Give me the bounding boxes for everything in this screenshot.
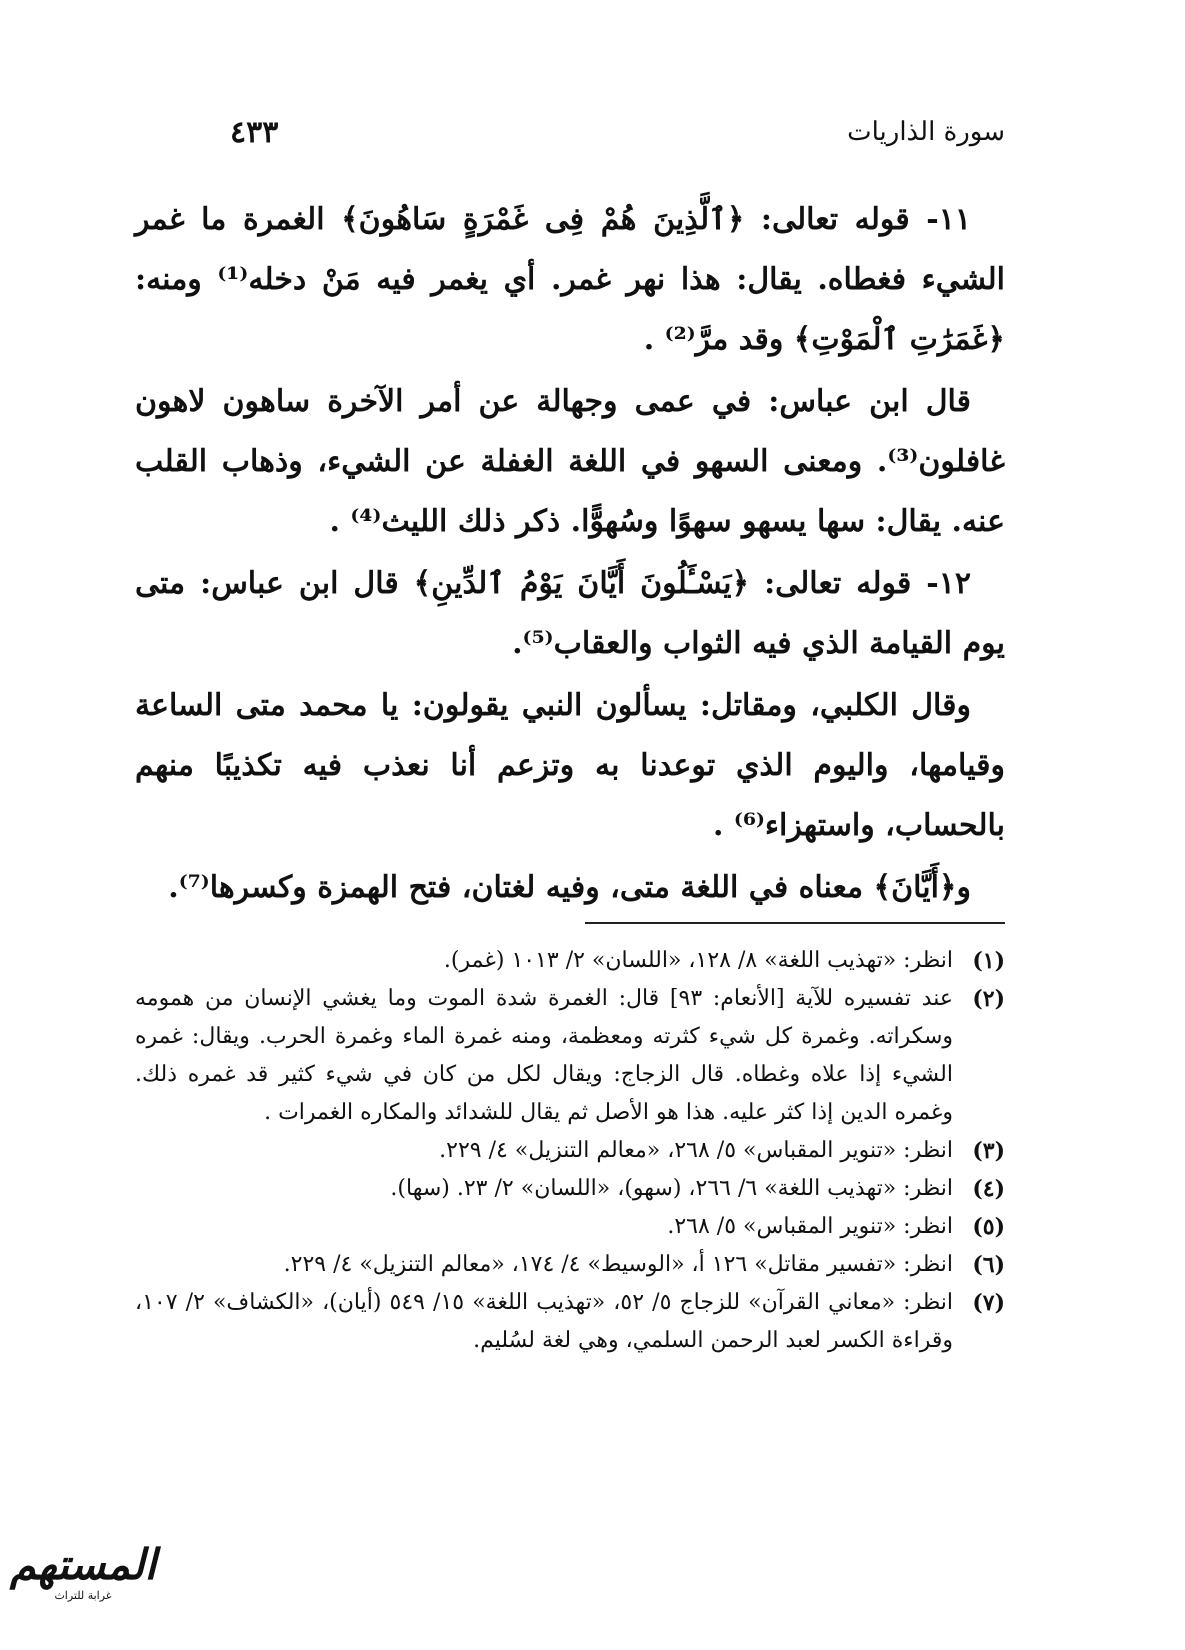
page-header xyxy=(230,112,1005,152)
footnote-text: انظر: «معاني القرآن» للزجاج ٥/ ٥٢، «تهذيب اللغة» ١٥/ ٥٤٩ (أيان)، «الكشاف» ٢/ ١٠٧، وقراءة الكسر لعبد الرحمن السلمي، وهي لغة لسُليم. xyxy=(135,1290,954,1353)
paragraph-ayyana: و﴿أَيَّانَ﴾ معناه في اللغة متى، وفيه لغتان، فتح الهمزة وكسرها⁽⁷⁾. xyxy=(168,870,971,905)
footnote-text: انظر: «تفسير مقاتل» ١٢٦ أ، «الوسيط» ٤/ ١٧٤، «معالم التنزيل» ٤/ ٢٢٩. xyxy=(283,1252,953,1277)
footnote-number: (٤) xyxy=(972,1176,1005,1202)
footnote-6 xyxy=(135,1246,1005,1284)
footnote-text: عند تفسيره للآية [الأنعام: ٩٣] قال: الغمرة شدة الموت وما يغشي الإنسان من همومه وسكراته. وغمرة كل شيء كثرته ومعظمة، ومنه غمرة الماء وغمرة الحرب. ويقال: غمره الشيء إذا علاه وغطاه. قال الزجاج: ويقال لكل من كان في شيء كثير قد غمره ذلك. وغمره الدين إذا كثر عليه. هذا هو الأصل ثم يقال للشدائد والمكاره الغمرات . xyxy=(135,986,953,1125)
footnote-number: (١) xyxy=(972,948,1005,974)
paragraph-verse-11: ١١- قوله تعالى: ﴿ٱلَّذِينَ هُمْ فِى غَمْرَةٍ سَاهُونَ﴾ الغمرة ما غمر الشيء فغطاه. يقال: هذا نهر غمر. أي يغمر فيه مَنْ دخله⁽¹⁾ ومنه: ﴿غَمَرَٰتِ ٱلْمَوْتِ﴾ وقد مرَّ⁽²⁾ . xyxy=(135,202,1005,357)
footnote-3 xyxy=(135,1132,1005,1170)
logo-calligraphy: المستهم xyxy=(9,1540,157,1589)
body-text xyxy=(135,190,1005,920)
footnote-text: انظر: «تنوير المقباس» ٥/ ٢٦٨، «معالم التنزيل» ٤/ ٢٢٩. xyxy=(439,1138,953,1163)
paragraph-kalbi: وقال الكلبي، ومقاتل: يسألون النبي يقولون: يا محمد متى الساعة وقيامها، واليوم الذي توعدنا به وتزعم أنا نعذب فيه تكذيبًا منهم بالحساب، واستهزاء⁽⁶⁾ . xyxy=(135,688,1005,843)
footnote-number: (٢) xyxy=(972,986,1005,1012)
footnote-5 xyxy=(135,1208,1005,1246)
footnote-number: (٥) xyxy=(972,1214,1005,1240)
footnote-number: (٦) xyxy=(972,1252,1005,1278)
logo-caption: غرابة للتراث xyxy=(54,1589,112,1602)
footnote-number: (٧) xyxy=(972,1290,1005,1316)
footnote-separator xyxy=(585,922,1005,924)
publisher-logo xyxy=(8,1532,158,1612)
page-number: ٤٣٣ xyxy=(230,114,279,150)
footnote-text: انظر: «تنوير المقباس» ٥/ ٢٦٨. xyxy=(667,1214,953,1239)
footnotes xyxy=(135,942,1005,1360)
footnote-7 xyxy=(135,1284,1005,1360)
paragraph-ibn-abbas: قال ابن عباس: في عمى وجهالة عن أمر الآخرة ساهون لاهون غافلون⁽³⁾. ومعنى السهو في اللغة الغفلة عن الشيء، وذهاب القلب عنه. يقال: سها يسهو سهوًا وسُهوًّا. ذكر ذلك الليث⁽⁴⁾ . xyxy=(135,384,1005,539)
footnote-number: (٣) xyxy=(972,1138,1005,1164)
footnote-2 xyxy=(135,980,1005,1132)
footnote-text: انظر: «تهذيب اللغة» ٨/ ١٢٨، «اللسان» ٢/ ١٠١٣ (غمر). xyxy=(443,948,953,973)
paragraph-verse-12: ١٢- قوله تعالى: ﴿يَسْـَٔلُونَ أَيَّانَ يَوْمُ ٱلدِّينِ﴾ قال ابن عباس: متى يوم القيامة الذي فيه الثواب والعقاب⁽⁵⁾. xyxy=(135,566,1005,661)
running-title: سورة الذاريات xyxy=(847,117,1005,147)
footnote-1 xyxy=(135,942,1005,980)
footnote-4 xyxy=(135,1170,1005,1208)
footnote-text: انظر: «تهذيب اللغة» ٦/ ٢٦٦، (سهو)، «اللسان» ٢/ ٢٣. (سها). xyxy=(390,1176,953,1201)
